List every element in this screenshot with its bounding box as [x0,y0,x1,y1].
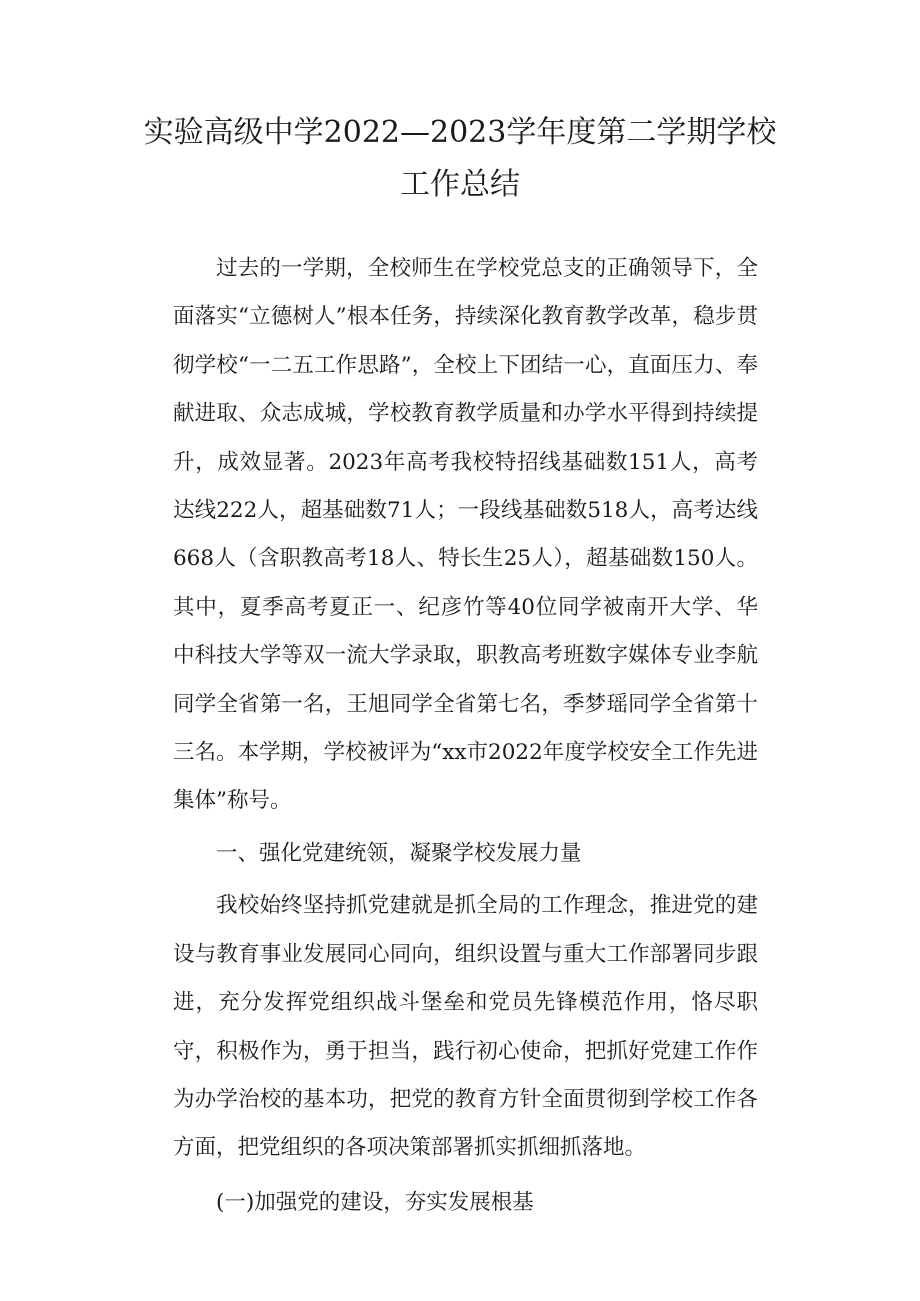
title-line-2: 工作总结 [400,167,520,202]
section-1-heading: 一、强化党建统领，凝聚学校发展力量 [216,840,582,866]
document-body [173,245,758,1227]
document-title [110,107,810,211]
subsection-1-heading: (一)加强党的建设，夯实发展根基 [216,1189,534,1215]
title-line-1: 实验高级中学2022—2023学年度第二学期学校 [143,115,777,150]
section-1-paragraph: 我校始终坚持抓党建就是抓全局的工作理念，推进党的建设与教育事业发展同心同向，组织设置与重大工作部署同步跟进，充分发挥党组织战斗堡垒和党员先锋模范作用，恪尽职守，积极作为，勇于担当，践行初心使命，把抓好党建工作作为办学治校的基本功，把党的教育方针全面贯彻到学校工作各方面，把党组织的各项决策部署抓实抓细抓落地。 [173,893,758,1161]
intro-paragraph: 过去的一学期，全校师生在学校党总支的正确领导下，全面落实“立德树人”根本任务，持续深化教育教学改革，稳步贯彻学校“一二五工作思路”，全校上下团结一心，直面压力、奉献进取、众志成城，学校教育教学质量和办学水平得到持续提升，成效显著。2023年高考我校特招线基础数151人，高考达线222人，超基础数71人；一段线基础数518人，高考达线668人（含职教高考18人、特长生25人），超基础数150人。其中，夏季高考夏正一、纪彦竹等40位同学被南开大学、华中科技大学等双一流大学录取，职教高考班数字媒体专业李航同学全省第一名，王旭同学全省第七名，季梦瑶同学全省第十三名。本学期，学校被评为“xx市2022年度学校安全工作先进集体”称号。 [173,256,758,814]
